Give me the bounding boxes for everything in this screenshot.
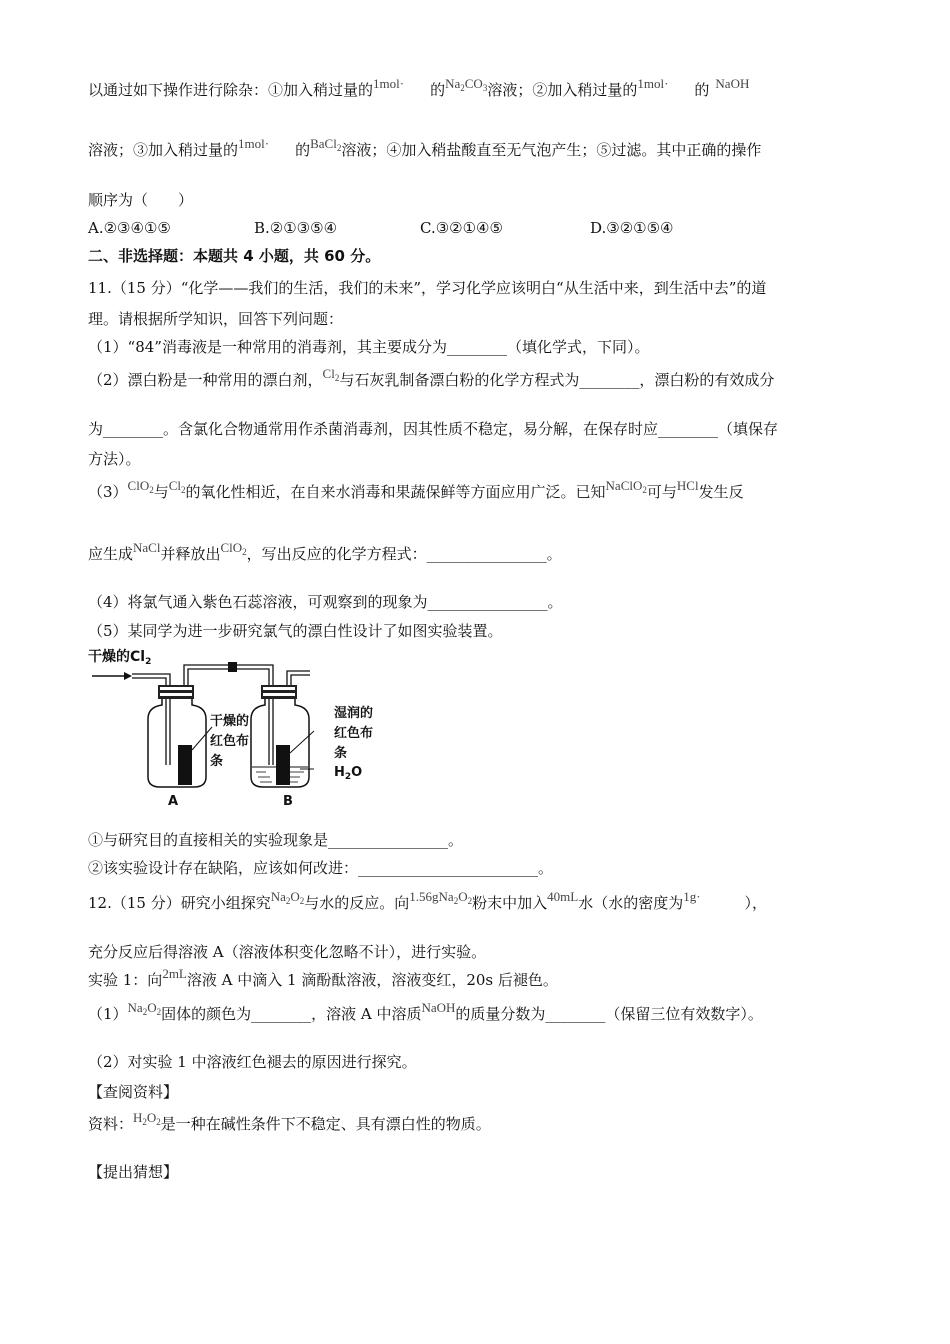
q10-line2: 溶液；③加入稍过量的1mol· 的BaCl$_2$溶液；④加入稍盐酸直至无气泡产生；⑤过滤。其中正确的操作 [88,136,762,159]
a-label-line3: 条 [210,754,224,769]
q12-line1: 12.（15 分）研究小组探究$Na_2O_2$与水的反应。向$1.56gNa_2O_2$粉末中加入40mL水（水的密度为1g· ）， [88,889,768,912]
formula-1mol: 1mol· [373,76,405,91]
q11-part4: （4）将氯气通入紫色石蕊溶液，可观察到的现象为________________。 [88,593,563,611]
q10-options [88,218,674,239]
q12-hypothesis-heading: 【提出猜想】 [88,1163,179,1181]
q10-line3: 顺序为（ ） [88,191,194,209]
option-b[interactable]: B.②①③⑤④ [254,219,338,237]
b-label-line2: 红色布 [334,726,374,741]
formula-nacl: NaCl [133,540,161,555]
q11-sub2: ②该实验设计存在缺陷，应该如何改进：________________________。 [88,859,554,877]
q12-lookup-heading: 【查阅资料】 [88,1083,179,1101]
q11-intro-1: 11.（15 分）“化学——我们的生活，我们的未来”，学习化学应该明白“从生活中来，到生活中去”的道 [88,279,767,297]
formula-clo2: ClO$_2$ [127,478,154,495]
bottle-a-label: A [168,794,179,809]
q11-part3-line2: 应生成NaCl并释放出ClO$_2$，写出反应的化学方程式：________________。 [88,540,562,563]
q11-part5: （5）某同学为进一步研究氯气的漂白性设计了如图实验装置。 [88,622,503,640]
wet-red-cloth-strip [276,745,290,785]
formula-h2o2: $H_2O_2$ [133,1110,161,1127]
q11-part2-line1: （2）漂白粉是一种常用的漂白剂，$Cl_2$与石灰乳制备漂白粉的化学方程式为________，漂白粉的有效成分 [88,366,775,389]
formula-bacl2: BaCl$_2$ [310,136,342,153]
tube-joint [228,662,237,672]
dry-red-cloth-strip [178,745,192,785]
option-c[interactable]: C.③②①④⑤ [420,219,503,237]
option-a[interactable]: A.②③④①⑤ [88,219,171,237]
apparatus-figure [88,645,408,815]
section-heading: 二、非选择题：本题共 4 小题，共 60 分。 [88,247,381,265]
formula-40ml: 40mL [547,889,579,904]
formula-mass-na2o2: $1.56gNa_2O_2$ [409,889,473,906]
water-label: $H_2O$ [334,765,363,782]
formula-na2co3: $Na_2CO_3$ [445,76,488,93]
q10-line1: 以通过如下操作进行除杂：①加入稍过量的1mol· 的$Na_2CO_3$溶液；②加入稍过量的1mol· 的 NaOH [88,76,750,99]
q12-part2: （2）对实验 1 中溶液红色褪去的原因进行探究。 [88,1053,417,1071]
q11-part3-line1: （3）ClO$_2$与$Cl_2$的氧化性相近，在自来水消毒和果蔬保鲜等方面应用广泛。已知NaClO$_2$可与HCl发生反 [88,478,744,501]
q12-line2: 充分反应后得溶液 A（溶液体积变化忽略不计），进行实验。 [88,943,487,961]
b-label-line3: 条 [334,746,348,761]
q12-part1: $(1)Na_2O_2$固体的颜色为________，溶液 A 中溶质NaOH的质量分数为________（保留三位有效数字）。 [88,1000,763,1023]
formula-density: 1g· [683,889,701,904]
a-label-line2: 红色布 [210,734,250,749]
formula-cl2: $Cl_2$ [322,366,340,383]
q11-part2-line2: 为________。含氯化合物通常用作杀菌消毒剂，因其性质不稳定，易分解，在保存时应________（填保存 [88,420,779,438]
q11-sub1: ①与研究目的直接相关的实验现象是________________。 [88,831,464,849]
q11-part1: （1）“84”消毒液是一种常用的消毒剂，其主要成分为________（填化学式，下同）。 [88,338,650,356]
formula-2ml: 2mL [162,966,187,981]
bottle-a [148,685,206,787]
q11-intro-2: 理。请根据所学知识，回答下列问题： [88,310,344,328]
q11-part2-line3: 方法）。 [88,450,141,468]
b-label-line1: 湿润的 [334,706,374,721]
bottle-b-label: B [283,794,293,809]
formula-naoh: NaOH [715,76,750,91]
formula-na2o2: $Na_2O_2$ [270,889,305,906]
formula-hcl: HCl [676,478,699,493]
option-d[interactable]: D.③②①⑤④ [590,219,674,237]
bottle-b [251,685,309,787]
formula-naoh-q12: NaOH [421,1000,456,1015]
fig-inlet-label: 干燥的$Cl_2$ [88,649,152,667]
formula-naclo2: NaClO$_2$ [605,478,647,495]
q12-material: 资料：$H_2O_2$是一种在碱性条件下不稳定、具有漂白性的物质。 [88,1110,491,1133]
a-label-line1: 干燥的 [210,714,250,729]
q12-experiment1: 实验 1：向2mL溶液 A 中滴入 1 滴酚酞溶液，溶液变红，20s 后褪色。 [88,966,558,989]
